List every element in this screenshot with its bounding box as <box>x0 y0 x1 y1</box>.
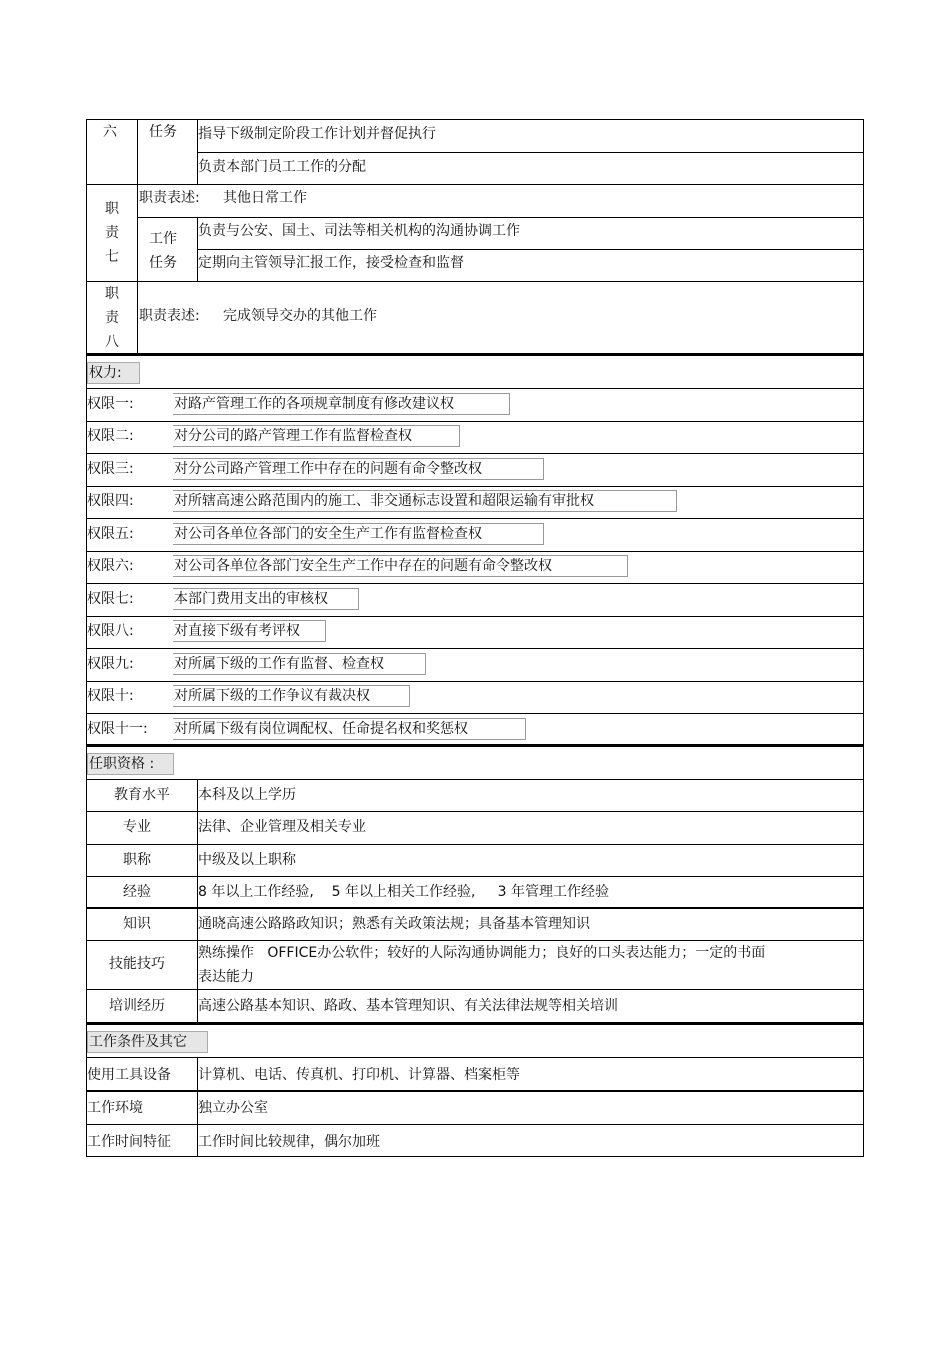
power-7-text: 本部门费用支出的审核权 <box>173 588 359 610</box>
qual-experience-label: 经验 <box>123 884 151 900</box>
power-7-label: 权限七: <box>87 591 134 607</box>
power-2-text: 对分公司的路产管理工作有监督检查权 <box>173 425 460 447</box>
power-2-label: 权限二: <box>87 428 134 444</box>
qual-education-value: 本科及以上学历 <box>198 787 296 803</box>
duty-six-task-label: 任务 <box>149 124 177 140</box>
duty-seven-desc-text: 其他日常工作 <box>223 190 307 206</box>
power-1-text: 对路产管理工作的各项规章制度有修改建议权 <box>173 393 510 415</box>
duty-eight-section <box>86 282 864 354</box>
duty-seven-section <box>86 185 864 282</box>
conditions-section <box>86 1023 864 1157</box>
qual-skills-label: 技能技巧 <box>109 956 165 972</box>
qual-skills-value-line2: 表达能力 <box>198 969 254 985</box>
power-3-text: 对分公司路产管理工作中存在的问题有命令整改权 <box>173 458 544 480</box>
qual-education-label: 教育水平 <box>114 787 170 803</box>
duty-seven-task-label: 工作 任务 <box>149 231 177 271</box>
power-5-text: 对公司各单位各部门的安全生产工作有监督检查权 <box>173 523 544 545</box>
qualifications-header: 任职资格 : <box>87 753 174 775</box>
duty-six-number: 六 <box>103 124 117 140</box>
cond-hours-value: 工作时间比较规律，偶尔加班 <box>198 1134 380 1150</box>
qual-experience-value: 8 年以上工作经验, 5 年以上相关工作经验, 3 年管理工作经验 <box>198 884 610 900</box>
duty-seven-label: 职 责 七 <box>105 201 119 265</box>
duty-six-task-1: 指导下级制定阶段工作计划并督促执行 <box>198 126 436 142</box>
power-8-text: 对直接下级有考评权 <box>173 620 326 642</box>
power-11-text: 对所属下级有岗位调配权、任命提名权和奖惩权 <box>173 718 526 740</box>
power-6-text: 对公司各单位各部门安全生产工作中存在的问题有命令整改权 <box>173 555 628 577</box>
qual-knowledge-value: 通晓高速公路路政知识；熟悉有关政策法规；具备基本管理知识 <box>198 916 590 932</box>
qual-training-label: 培训经历 <box>109 998 165 1014</box>
cond-tools-label: 使用工具设备 <box>87 1067 171 1083</box>
cond-hours-label: 工作时间特征 <box>87 1134 171 1150</box>
power-3-label: 权限三: <box>87 461 134 477</box>
qual-training-value: 高速公路基本知识、路政、基本管理知识、有关法律法规等相关培训 <box>198 998 618 1014</box>
duty-eight-desc-label: 职责表述: <box>139 308 200 324</box>
powers-header: 权力: <box>87 362 140 384</box>
duty-eight-label: 职 责 八 <box>105 286 119 350</box>
powers-section <box>86 354 864 745</box>
duty-six-section <box>86 119 864 185</box>
qual-major-value: 法律、企业管理及相关专业 <box>198 819 366 835</box>
power-9-text: 对所属下级的工作有监督、检查权 <box>173 653 426 675</box>
power-11-label: 权限十一: <box>87 721 148 737</box>
power-6-label: 权限六: <box>87 558 134 574</box>
duty-seven-task-1: 负责与公安、国土、司法等相关机构的沟通协调工作 <box>198 223 520 239</box>
power-10-text: 对所属下级的工作争议有裁决权 <box>173 685 410 707</box>
qual-skills-value: 熟练操作 OFFICE办公软件；较好的人际沟通协调能力；良好的口头表达能力；一定的书面 <box>198 945 766 961</box>
cond-environment-value: 独立办公室 <box>198 1100 268 1116</box>
qual-title-label: 职称 <box>123 852 151 868</box>
duty-six-task-2: 负责本部门员工工作的分配 <box>198 159 366 175</box>
job-description-document <box>86 119 864 1157</box>
power-4-label: 权限四: <box>87 493 134 509</box>
power-9-label: 权限九: <box>87 656 134 672</box>
cond-tools-value: 计算机、电话、传真机、打印机、计算器、档案柜等 <box>198 1067 520 1083</box>
cond-environment-label: 工作环境 <box>87 1100 143 1116</box>
qual-major-label: 专业 <box>123 819 151 835</box>
power-10-label: 权限十: <box>87 688 134 704</box>
duty-seven-task-2: 定期向主管领导汇报工作，接受检查和监督 <box>198 255 464 271</box>
power-1-label: 权限一: <box>87 396 134 412</box>
duty-seven-desc-label: 职责表述: <box>139 190 200 206</box>
qualifications-section <box>86 745 864 1023</box>
duty-eight-desc-text: 完成领导交办的其他工作 <box>223 308 377 324</box>
power-5-label: 权限五: <box>87 526 134 542</box>
power-4-text: 对所辖高速公路范围内的施工、非交通标志设置和超限运输有审批权 <box>173 490 677 512</box>
qual-knowledge-label: 知识 <box>123 916 151 932</box>
qual-title-value: 中级及以上职称 <box>198 852 296 868</box>
power-8-label: 权限八: <box>87 623 134 639</box>
conditions-header: 工作条件及其它 <box>87 1031 208 1053</box>
